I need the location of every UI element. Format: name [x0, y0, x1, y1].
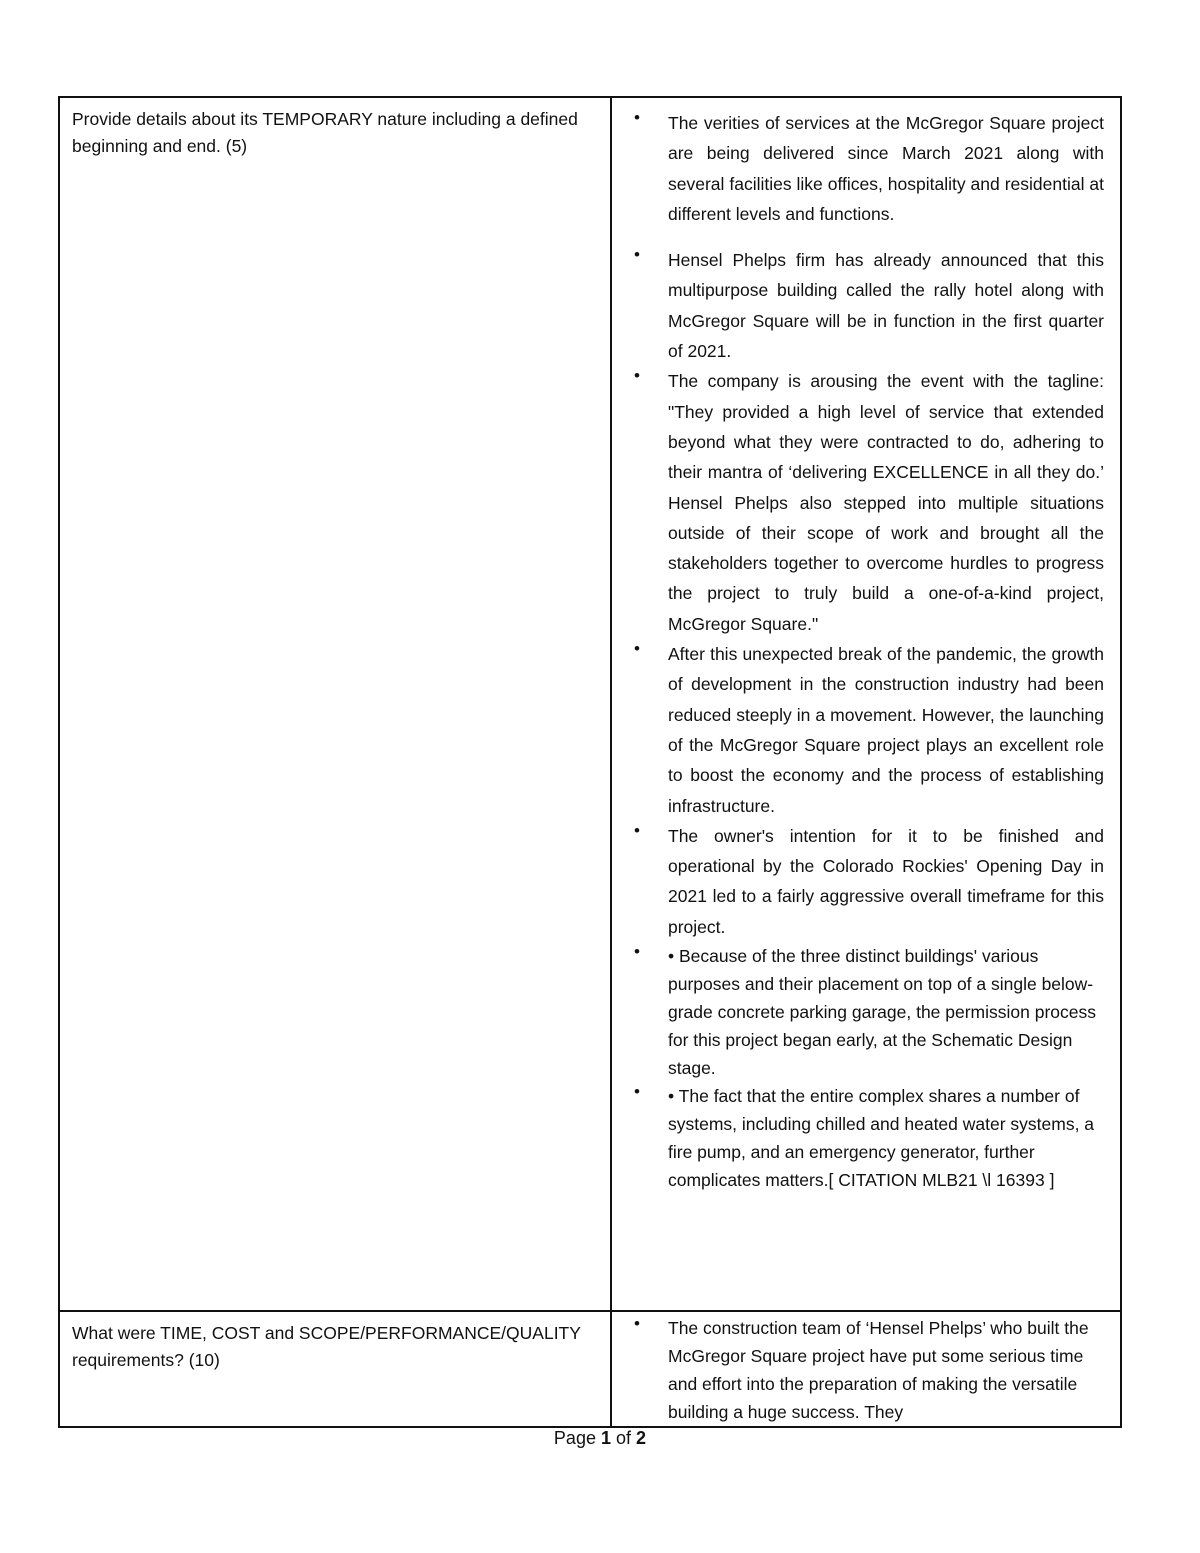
list-item	[612, 639, 1104, 821]
answer-text: Hensel Phelps firm has already announced that this multipurpose building called the rally hotel along with McGregor Square will be in function in the first quarter of 2021.	[668, 250, 1104, 362]
question-text: Provide details about its TEMPORARY nature including a defined beginning and end. (5)	[72, 109, 578, 156]
answer-cell	[611, 97, 1121, 1311]
list-item	[612, 821, 1104, 942]
list-item	[612, 942, 1104, 1082]
bullet-icon: •	[634, 820, 640, 840]
list-item	[612, 245, 1104, 366]
page-of: of	[616, 1428, 632, 1448]
list-item	[612, 366, 1104, 639]
list-item	[612, 1082, 1104, 1194]
page-current: 1	[600, 1428, 611, 1448]
answer-text: After this unexpected break of the pandemic, the growth of development in the construction industry had been reduced steeply in a movement. However, the launching of the McGregor Square project plays an excellent role to boost the economy and the process of establishing infrastructure.	[668, 644, 1104, 816]
bullet-icon: •	[634, 942, 640, 962]
answer-text: The company is arousing the event with the tagline: "They provided a high level of service that extended beyond what they were contracted to do, adhering to their mantra of ‘delivering EXCELLENCE in all they do.’ Hensel Phelps also stepped into multiple situations outside of their scope of work and brought all the stakeholders together to overcome hurdles to progress the project to truly build a one-of-a-kind project, McGregor Square."	[668, 371, 1104, 634]
document-table	[58, 96, 1122, 1428]
question-cell	[59, 1311, 611, 1427]
answer-text: The owner's intention for it to be finished and operational by the Colorado Rockies' Opening Day in 2021 led to a fairly aggressive overall timeframe for this project.	[668, 825, 1104, 937]
table-row	[59, 1311, 1121, 1427]
bullet-icon: •	[634, 1314, 640, 1333]
answer-text: • Because of the three distinct buildings' various purposes and their placement on top of a single below-grade concrete parking garage, the permission process for this project began early, at the Schematic Design stage.	[668, 946, 1097, 1079]
page-prefix: Page	[553, 1428, 596, 1448]
list-item	[612, 108, 1104, 229]
question-text: What were TIME, COST and SCOPE/PERFORMANCE/QUALITY requirements? (10)	[72, 1323, 581, 1370]
page-number	[0, 1428, 1200, 1449]
table-row	[59, 97, 1121, 1311]
answer-text: The verities of services at the McGregor Square project are being delivered since March 2021 along with several facilities like offices, hospitality and residential at different levels and functions.	[668, 113, 1104, 224]
bullet-icon: •	[634, 366, 640, 386]
bullet-icon: •	[634, 108, 640, 127]
answer-cell	[611, 1311, 1121, 1427]
bullet-icon: •	[634, 1082, 640, 1102]
answer-text: The construction team of ‘Hensel Phelps’ who built the McGregor Square project have put some serious time and effort into the preparation of making the versatile building a huge success. They	[668, 1318, 1089, 1422]
bullet-icon: •	[634, 245, 640, 265]
answer-list	[612, 1312, 1120, 1426]
list-item	[612, 1314, 1104, 1426]
answer-list	[612, 98, 1120, 1194]
bullet-icon: •	[634, 639, 640, 659]
answer-text: • The fact that the entire complex shares a number of systems, including chilled and heated water systems, a fire pump, and an emergency generator, further complicates matters.[ CITATION MLB21 \l 16393 ]	[668, 1086, 1095, 1191]
page-total: 2	[636, 1428, 647, 1448]
question-cell	[59, 97, 611, 1311]
